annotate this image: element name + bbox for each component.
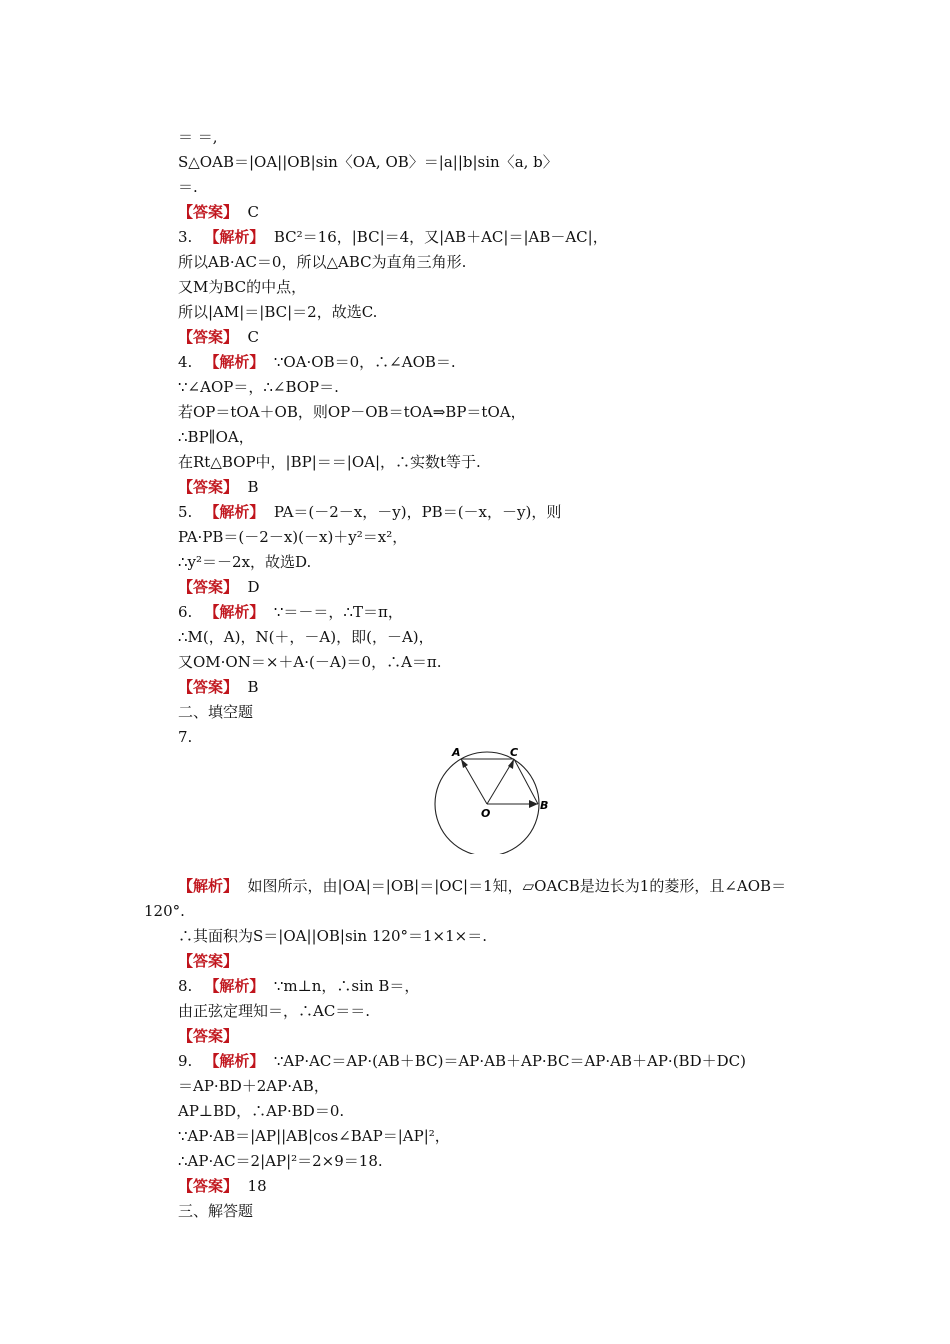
section-tag: 【答案】 [178, 578, 239, 596]
line-text: ∵OA·OB＝0，∴∠AOB＝. [264, 353, 456, 371]
section-tag: 【解析】 [204, 603, 265, 621]
line-text: ＝AP·BD＋2AP·AB， [178, 1077, 329, 1095]
line-text: ∴BP∥OA， [178, 428, 254, 446]
line-text: ∵∠AOP＝，∴∠BOP＝. [178, 378, 339, 396]
line-text: 二、填空题 [178, 703, 254, 721]
line-text: 18 [238, 1177, 267, 1195]
section-tag: 【解析】 [204, 228, 265, 246]
section-tag: 【答案】 [178, 478, 239, 496]
text-line [178, 527, 407, 547]
text-line [178, 377, 339, 397]
line-text: ∴其面积为S＝|OA||OB|sin 120°＝1×1×＝. [178, 927, 487, 945]
text-line [178, 452, 481, 472]
text-line [178, 1026, 238, 1046]
text-line [178, 152, 558, 172]
line-text: B [238, 678, 259, 696]
line-text: 若OP＝tOA＋OB，则OP－OB＝tOA⇒BP＝tOA， [178, 403, 526, 421]
line-text: 120°. [144, 902, 185, 920]
problem-number: 9. [178, 1052, 193, 1070]
text-line [178, 677, 259, 697]
section-tag: 【答案】 [178, 328, 239, 346]
text-line [178, 202, 259, 222]
line-text: PA＝(－2－x，－y)，PB＝(－x，－y)，则 [264, 503, 562, 521]
line-text: 三、解答题 [178, 1202, 254, 1220]
section-tag: 【答案】 [178, 1027, 239, 1045]
line-text: 所以|AM|＝|BC|＝2，故选C. [178, 303, 378, 321]
text-line [144, 901, 185, 921]
label-c: C [510, 746, 519, 759]
problem-number: 4. [178, 353, 193, 371]
line-text: S△OAB＝|OA||OB|sin〈OA, OB〉＝|a||b|sin〈a, b〉 [178, 153, 558, 171]
line-text: PA·PB＝(－2－x)(－x)＋y²＝x²， [178, 528, 408, 546]
text-line [178, 252, 466, 272]
problem-number: 3. [178, 228, 193, 246]
line-text: ∴AP·AC＝2|AP|²＝2×9＝18. [178, 1152, 383, 1170]
text-line [178, 402, 526, 422]
text-line [178, 227, 608, 247]
line-text: B [238, 478, 259, 496]
line-text: D [238, 578, 260, 596]
line-text: BC²＝16，|BC|＝4，又|AB＋AC|＝|AB－AC|， [264, 228, 608, 246]
section-tag: 【答案】 [178, 1177, 239, 1195]
line-text: 如图所示，由|OA|＝|OB|＝|OC|＝1知，▱OACB是边长为1的菱形，且∠AOB＝ [238, 877, 787, 895]
text-line [178, 277, 306, 297]
section-tag: 【答案】 [178, 952, 239, 970]
line-text: 又M为BC的中点， [178, 278, 307, 296]
text-line [178, 976, 419, 996]
line-text: ∴M(，A)，N(＋，－A)，即(，－A)， [178, 628, 434, 646]
line-text: 7. [178, 728, 193, 746]
problem-number: 8. [178, 977, 193, 995]
line-text: ∵m⊥n，∴sin B＝， [264, 977, 420, 995]
text-line [178, 1076, 329, 1096]
text-line [178, 951, 238, 971]
label-b: B [540, 799, 549, 812]
text-line [178, 502, 561, 522]
text-line [178, 652, 442, 672]
text-line [178, 302, 377, 322]
arrowhead-a [461, 759, 468, 768]
section-tag: 【答案】 [178, 678, 239, 696]
line-text: 由正弦定理知＝，∴AC＝＝. [178, 1002, 371, 1020]
problem-number: 6. [178, 603, 193, 621]
section-tag: 【解析】 [204, 977, 265, 995]
problem-number: 5. [178, 503, 193, 521]
text-line [178, 1051, 746, 1071]
text-line [178, 552, 311, 572]
text-line [178, 702, 253, 722]
line-text: ∴y²＝－2x，故选D. [178, 553, 312, 571]
label-o: O [481, 807, 491, 820]
line-text: ∵＝－＝，∴T＝π， [264, 603, 403, 621]
text-line [178, 1001, 370, 1021]
line-text: ＝ ＝, [178, 128, 218, 146]
line-text: 在Rt△BOP中，|BP|＝＝|OA|，∴实数t等于. [178, 453, 481, 471]
rhombus-circle-figure [430, 742, 560, 854]
text-line [178, 327, 259, 347]
text-line [178, 127, 218, 147]
text-line [178, 876, 786, 896]
text-line [178, 1176, 267, 1196]
line-text: 又OM·ON＝×＋A·(－A)＝0，∴A＝π. [178, 653, 442, 671]
text-line [178, 926, 487, 946]
text-line [178, 577, 260, 597]
text-line [178, 177, 198, 197]
line-text: C [238, 203, 260, 221]
text-line [178, 427, 254, 447]
section-tag: 【解析】 [204, 1052, 265, 1070]
text-line [178, 602, 403, 622]
label-a: A [452, 746, 461, 759]
line-text: C [238, 328, 260, 346]
line-text: 所以AB·AC＝0，所以△ABC为直角三角形. [178, 253, 467, 271]
text-line [178, 1151, 383, 1171]
text-line [178, 1201, 253, 1221]
line-text: ∵AP·AC＝AP·(AB＋BC)＝AP·AB＋AP·BC＝AP·AB＋AP·(BD＋DC) [264, 1052, 746, 1070]
line-text: ＝. [178, 178, 198, 196]
text-line [178, 727, 192, 747]
text-line [178, 1126, 450, 1146]
section-tag: 【解析】 [204, 353, 265, 371]
section-tag: 【答案】 [178, 203, 239, 221]
text-line [178, 352, 456, 372]
line-text: ∵AP·AB＝|AP||AB|cos∠BAP＝|AP|²， [178, 1127, 450, 1145]
line-text: AP⊥BD，∴AP·BD＝0. [178, 1102, 345, 1120]
section-tag: 【解析】 [204, 503, 265, 521]
text-line [178, 477, 259, 497]
unit-circle [435, 752, 539, 854]
text-line [178, 1101, 344, 1121]
section-tag: 【解析】 [178, 877, 239, 895]
text-line [178, 627, 434, 647]
